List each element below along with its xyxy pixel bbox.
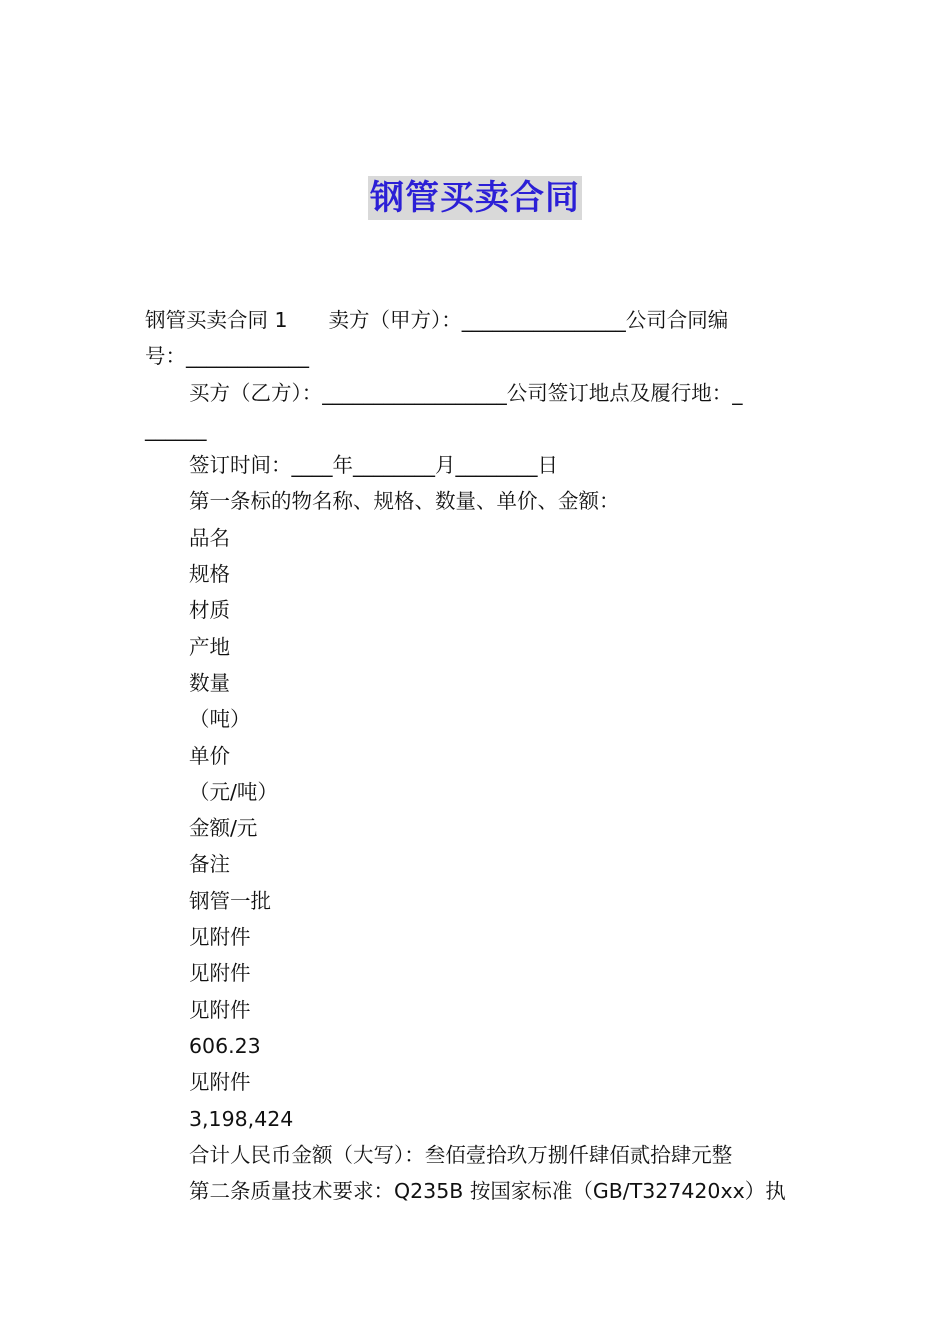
clause-2-line: 第二条质量技术要求：Q235B 按国家标准（GB/T327420xx）执 <box>189 1179 786 1204</box>
contract-body <box>145 302 810 1209</box>
table-cell: 金额/元 <box>189 816 258 841</box>
table-cell: 品名 <box>189 525 230 550</box>
table-cell: 3,198,424 <box>189 1106 294 1131</box>
table-cell: （吨） <box>189 707 251 732</box>
document-title: 钢管买卖合同 <box>370 178 580 218</box>
table-cell: 见附件 <box>189 1070 251 1095</box>
table-cell: 见附件 <box>189 925 251 950</box>
table-cell: 材质 <box>189 598 230 623</box>
table-cell: 数量 <box>189 670 230 695</box>
clause-1-heading: 第一条标的物名称、规格、数量、单价、金额： <box>189 489 620 514</box>
document-title-block <box>0 176 950 220</box>
table-cell: 606.23 <box>189 1033 261 1058</box>
contract-number-line: 号：____________ <box>145 344 309 369</box>
table-cell: 规格 <box>189 562 230 587</box>
total-amount-line: 合计人民币金额（大写）：叁佰壹拾玖万捌仟肆佰贰拾肆元整 <box>189 1142 733 1167</box>
table-cell: 钢管一批 <box>189 888 271 913</box>
seller-line: 钢管买卖合同 1 卖方（甲方）：________________公司合同编 <box>145 308 729 332</box>
table-cell: （元/吨） <box>189 779 278 804</box>
table-cell: 见附件 <box>189 997 251 1022</box>
table-cell: 见附件 <box>189 961 251 986</box>
table-cell: 产地 <box>189 634 230 659</box>
buyer-line-continued: ______ <box>145 416 207 441</box>
buyer-line: 买方（乙方）：__________________公司签订地点及履行地：_ <box>189 380 743 405</box>
table-cell: 单价 <box>189 743 230 768</box>
sign-date-line: 签订时间：____年________月________日 <box>189 453 558 478</box>
table-cell: 备注 <box>189 852 230 877</box>
